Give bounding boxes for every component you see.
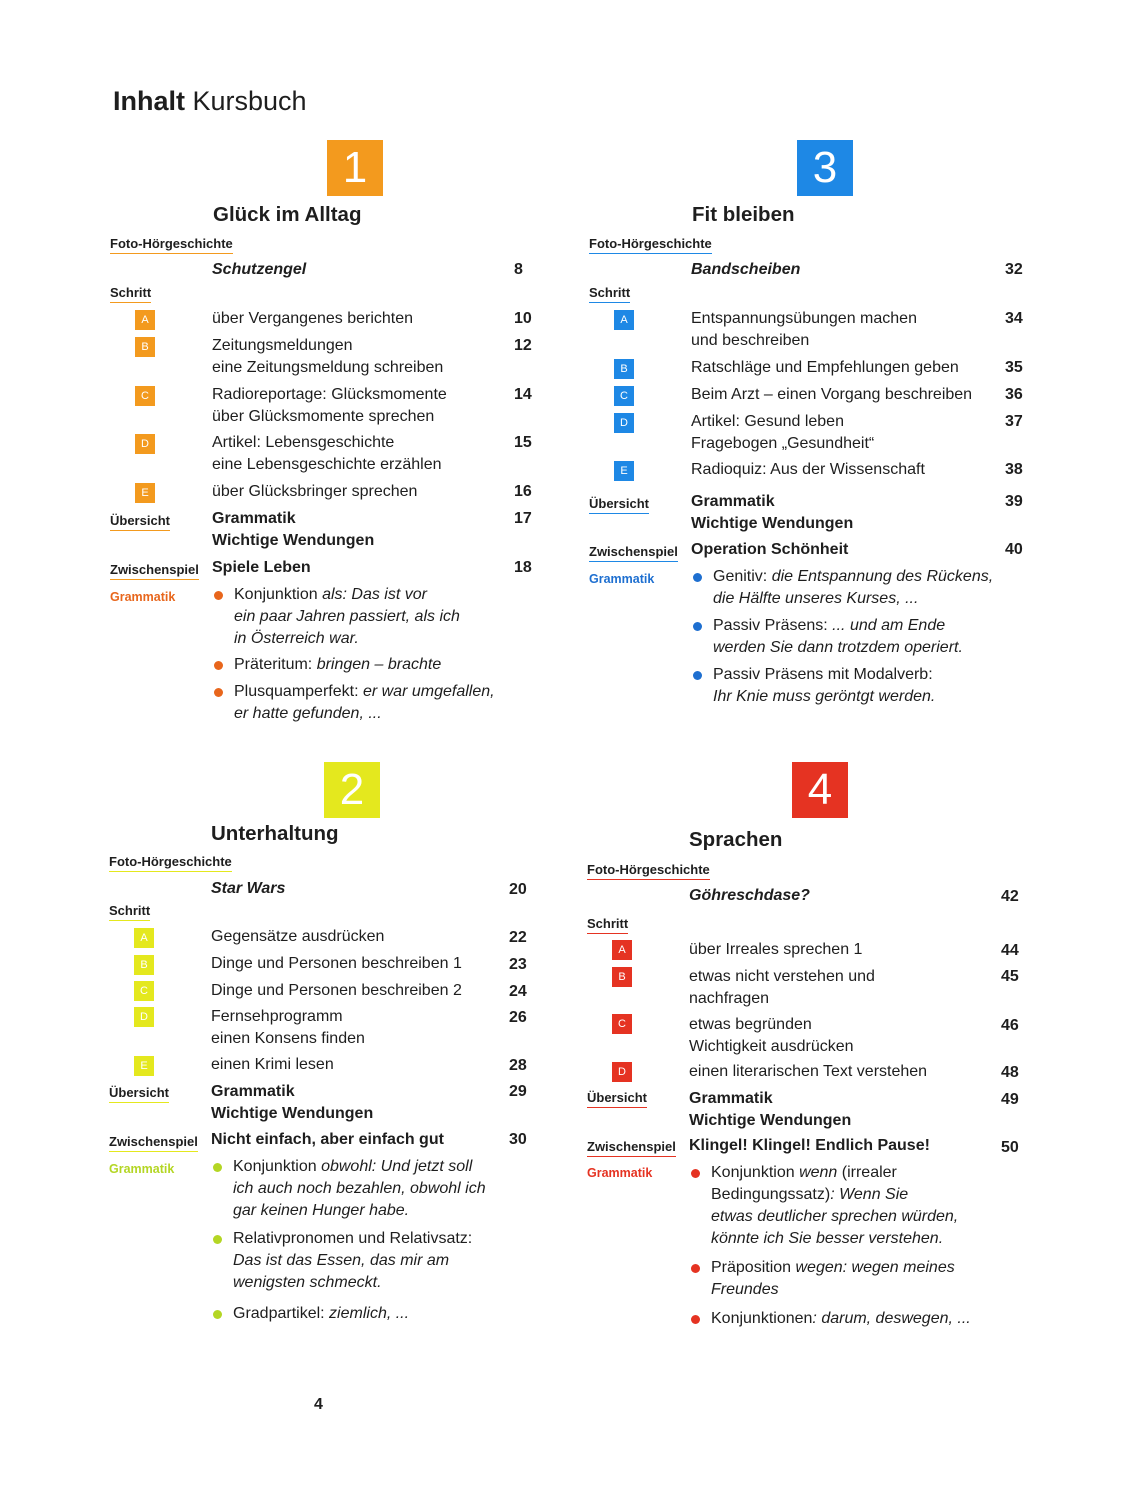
page-ref: 46 (1001, 1017, 1019, 1034)
schritt-entry[interactable]: Gegensätze ausdrücken (211, 928, 385, 945)
page-ref: 28 (509, 1057, 527, 1074)
page-title: Inhalt Kursbuch (113, 86, 307, 116)
page-ref: 40 (1005, 541, 1023, 558)
page-ref: 48 (1001, 1064, 1019, 1081)
schritt-badge-c: C (134, 981, 154, 1001)
bullet-dot-icon (214, 591, 223, 600)
page-ref: 23 (509, 956, 527, 973)
page-number: 4 (314, 1396, 323, 1413)
page-ref: 34 (1005, 310, 1023, 327)
page-ref: 20 (509, 881, 527, 898)
page-ref: 16 (514, 483, 532, 500)
unit-number-badge: 4 (792, 762, 848, 818)
unit-title: Sprachen (689, 828, 783, 851)
schritt-label: Schritt (109, 903, 150, 921)
grammatik-label: Grammatik (109, 1162, 175, 1176)
page-ref: 37 (1005, 413, 1023, 430)
foto-entry[interactable]: Bandscheiben (691, 261, 801, 278)
uebersicht-entry[interactable]: Grammatik Wichtige Wendungen (691, 493, 854, 532)
page-ref: 44 (1001, 942, 1019, 959)
schritt-badge-e: E (614, 461, 634, 481)
foto-label: Foto-Hörgeschichte (589, 236, 712, 254)
bullet-dot-icon (691, 1315, 700, 1324)
schritt-label: Schritt (110, 285, 151, 303)
zwischenspiel-entry[interactable]: Spiele Leben (212, 559, 311, 576)
grammatik-label: Grammatik (110, 590, 176, 604)
unit-4 (587, 762, 1027, 1362)
bullet-dot-icon (213, 1163, 222, 1172)
schritt-badge-a: A (612, 940, 632, 960)
page-ref: 35 (1005, 359, 1023, 376)
schritt-entry[interactable]: Dinge und Personen beschreiben 2 (211, 982, 462, 999)
zwischenspiel-entry[interactable]: Klingel! Klingel! Endlich Pause! (689, 1137, 930, 1154)
bullet-dot-icon (691, 1169, 700, 1178)
schritt-badge-d: D (612, 1062, 632, 1082)
schritt-entry[interactable]: Dinge und Personen beschreiben 1 (211, 955, 462, 972)
page-ref: 14 (514, 386, 532, 403)
uebersicht-label: Übersicht (109, 1085, 169, 1103)
page-ref: 12 (514, 337, 532, 354)
unit-3 (589, 140, 1029, 740)
schritt-badge-c: C (612, 1014, 632, 1034)
bullet-dot-icon (213, 1310, 222, 1319)
schritt-entry[interactable]: einen Krimi lesen (211, 1056, 334, 1073)
uebersicht-label: Übersicht (589, 496, 649, 514)
unit-title: Fit bleiben (692, 203, 795, 226)
schritt-entry[interactable]: Radioreportage: Glücksmomente über Glücksmomente sprechen (212, 386, 447, 425)
page-ref: 42 (1001, 888, 1019, 905)
foto-label: Foto-Hörgeschichte (109, 854, 232, 872)
uebersicht-entry[interactable]: Grammatik Wichtige Wendungen (689, 1090, 852, 1129)
grammatik-item: Präposition wegen: wegen meines Freundes (689, 1257, 1019, 1301)
zwischenspiel-label: Zwischenspiel (110, 562, 199, 580)
unit-number-badge: 2 (324, 762, 380, 818)
foto-label: Foto-Hörgeschichte (587, 862, 710, 880)
uebersicht-entry[interactable]: Grammatik Wichtige Wendungen (211, 1083, 374, 1122)
grammatik-item: Relativpronomen und Relativsatz: Das ist das Essen, das mir am wenigsten schmeckt. (211, 1228, 541, 1294)
uebersicht-label: Übersicht (587, 1090, 647, 1108)
zwischenspiel-entry[interactable]: Nicht einfach, aber einfach gut (211, 1131, 444, 1148)
zwischenspiel-entry[interactable]: Operation Schönheit (691, 541, 849, 558)
page-ref: 24 (509, 983, 527, 1000)
unit-1 (110, 140, 550, 740)
page-ref: 8 (514, 261, 523, 278)
schritt-entry[interactable]: über Irreales sprechen 1 (689, 941, 863, 958)
schritt-entry[interactable]: einen literarischen Text verstehen (689, 1063, 928, 1080)
schritt-entry[interactable]: Entspannungsübungen machen und beschreiben (691, 310, 917, 349)
page-ref: 49 (1001, 1091, 1019, 1108)
grammatik-item: Konjunktion wenn (irrealer Bedingungssatz): Wenn Sie etwas deutlicher sprechen würden, könnte ich Sie besser verstehen. (689, 1162, 1019, 1250)
page-ref: 30 (509, 1131, 527, 1148)
schritt-entry[interactable]: etwas begründen Wichtigkeit ausdrücken (689, 1016, 854, 1055)
schritt-badge-e: E (134, 1056, 154, 1076)
schritt-badge-b: B (134, 955, 154, 975)
page-ref: 18 (514, 559, 532, 576)
uebersicht-label: Übersicht (110, 513, 170, 531)
page-ref: 29 (509, 1083, 527, 1100)
schritt-badge-a: A (135, 310, 155, 330)
page-ref: 36 (1005, 386, 1023, 403)
schritt-entry[interactable]: Fernsehprogramm einen Konsens finden (211, 1008, 365, 1047)
schritt-entry[interactable]: über Vergangenes berichten (212, 310, 414, 327)
grammatik-item: Gradpartikel: ziemlich, ... (211, 1303, 541, 1325)
schritt-label: Schritt (589, 285, 630, 303)
schritt-entry[interactable]: über Glücksbringer sprechen (212, 483, 418, 500)
bullet-dot-icon (213, 1235, 222, 1244)
foto-label: Foto-Hörgeschichte (110, 236, 233, 254)
schritt-label: Schritt (587, 916, 628, 934)
schritt-badge-e: E (135, 483, 155, 503)
grammatik-label: Grammatik (589, 572, 655, 586)
schritt-entry[interactable]: Artikel: Lebensgeschichte eine Lebensgeschichte erzählen (212, 434, 442, 473)
bullet-dot-icon (693, 622, 702, 631)
unit-2 (109, 762, 549, 1362)
bullet-dot-icon (693, 573, 702, 582)
unit-title: Glück im Alltag (213, 203, 362, 226)
bullet-dot-icon (693, 671, 702, 680)
grammatik-item: Passiv Präsens mit Modalverb: Ihr Knie muss geröntgt werden. (691, 664, 1021, 708)
schritt-entry[interactable]: Artikel: Gesund leben Fragebogen „Gesundheit“ (691, 413, 875, 452)
page-ref: 22 (509, 929, 527, 946)
uebersicht-entry[interactable]: Grammatik Wichtige Wendungen (212, 510, 375, 549)
page-ref: 10 (514, 310, 532, 327)
schritt-entry[interactable]: Ratschläge und Empfehlungen geben (691, 359, 959, 376)
schritt-badge-c: C (135, 386, 155, 406)
page-ref: 26 (509, 1009, 527, 1026)
page-ref: 38 (1005, 461, 1023, 478)
page-ref: 15 (514, 434, 532, 451)
schritt-badge-d: D (614, 413, 634, 433)
grammatik-item: Konjunktionen: darum, deswegen, ... (689, 1308, 1019, 1330)
schritt-badge-b: B (612, 967, 632, 987)
schritt-badge-a: A (134, 928, 154, 948)
schritt-badge-b: B (135, 337, 155, 357)
schritt-entry[interactable]: Radioquiz: Aus der Wissenschaft (691, 461, 925, 478)
unit-title: Unterhaltung (211, 822, 339, 845)
schritt-badge-c: C (614, 386, 634, 406)
bullet-dot-icon (214, 688, 223, 697)
page-ref: 39 (1005, 493, 1023, 510)
foto-entry[interactable]: Star Wars (211, 880, 286, 897)
grammatik-item: Konjunktion obwohl: Und jetzt soll ich auch noch bezahlen, obwohl ich gar keinen Hunger habe. (211, 1156, 541, 1222)
zwischenspiel-label: Zwischenspiel (109, 1134, 198, 1152)
bullet-dot-icon (691, 1264, 700, 1273)
schritt-entry[interactable]: Beim Arzt – einen Vorgang beschreiben (691, 386, 973, 403)
bullet-dot-icon (214, 661, 223, 670)
zwischenspiel-label: Zwischenspiel (589, 544, 678, 562)
zwischenspiel-label: Zwischenspiel (587, 1139, 676, 1157)
grammatik-item: Genitiv: die Entspannung des Rückens, die Hälfte unseres Kurses, ... (691, 566, 1021, 610)
schritt-entry[interactable]: Zeitungsmeldungen eine Zeitungsmeldung schreiben (212, 337, 444, 376)
grammatik-item: Plusquamperfekt: er war umgefallen, er hatte gefunden, ... (212, 681, 542, 725)
unit-number-badge: 3 (797, 140, 853, 196)
foto-entry[interactable]: Schutzengel (212, 261, 307, 278)
schritt-entry[interactable]: etwas nicht verstehen und nachfragen (689, 968, 875, 1007)
foto-entry[interactable]: Göhreschdase? (689, 887, 810, 904)
page-ref: 50 (1001, 1139, 1019, 1156)
schritt-badge-d: D (135, 434, 155, 454)
page-ref: 32 (1005, 261, 1023, 278)
unit-number-badge: 1 (327, 140, 383, 196)
schritt-badge-a: A (614, 310, 634, 330)
grammatik-item: Konjunktion als: Das ist vor ein paar Jahren passiert, als ich in Österreich war. (212, 584, 542, 650)
grammatik-label: Grammatik (587, 1166, 653, 1180)
grammatik-item: Passiv Präsens: ... und am Ende werden Sie dann trotzdem operiert. (691, 615, 1021, 659)
page-ref: 17 (514, 510, 532, 527)
page-ref: 45 (1001, 968, 1019, 985)
schritt-badge-d: D (134, 1007, 154, 1027)
schritt-badge-b: B (614, 359, 634, 379)
grammatik-item: Präteritum: bringen – brachte (212, 654, 542, 676)
